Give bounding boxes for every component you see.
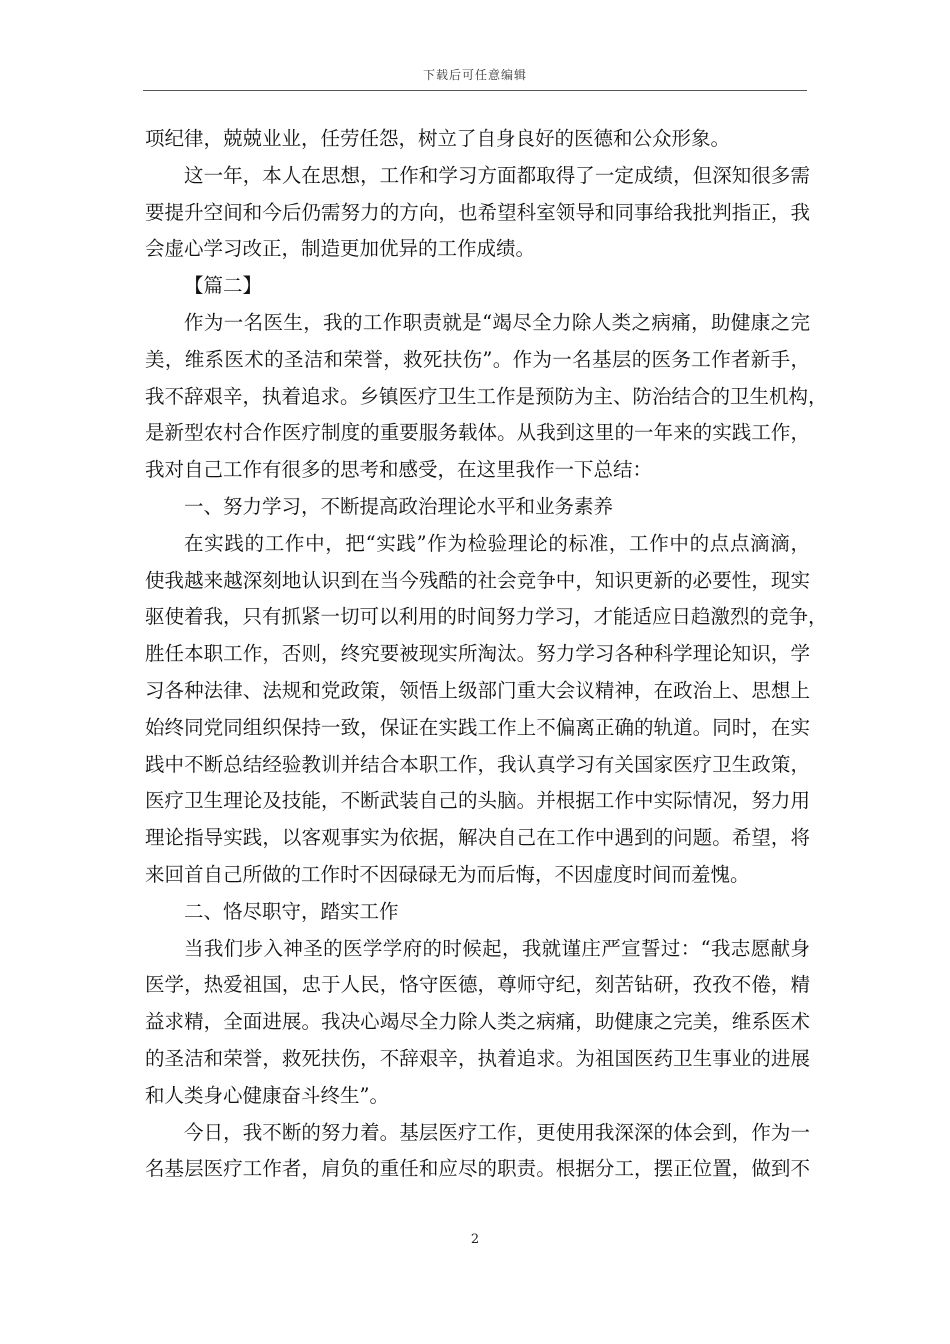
paragraph-line: 始终同党同组织保持一致，保证在实践工作上不偏离正确的轨道。同时，在实 (145, 715, 810, 739)
paragraph-line: 这一年，本人在思想，工作和学习方面都取得了一定成绩，但深知很多需 (184, 163, 810, 187)
paragraph-line: 医学，热爱祖国，忠于人民，恪守医德，尊师守纪，刻苦钻研，孜孜不倦，精 (145, 973, 810, 997)
paragraph-line: 是新型农村合作医疗制度的重要服务载体。从我到这里的一年来的实践工作， (145, 421, 810, 445)
paragraph-line: 要提升空间和今后仍需努力的方向，也希望科室领导和同事给我批判指正，我 (145, 200, 810, 224)
page-number: 2 (470, 1232, 480, 1247)
section-heading: 【篇二】 (184, 274, 263, 298)
paragraph-line: 驱使着我，只有抓紧一切可以利用的时间努力学习，才能适应日趋激烈的竞争， (145, 605, 828, 629)
paragraph-line: 使我越来越深刻地认识到在当今残酷的社会竞争中，知识更新的必要性，现实 (145, 568, 810, 592)
paragraph-line: 当我们步入神圣的医学学府的时候起，我就谨庄严宣誓过：“我志愿献身 (184, 936, 810, 960)
paragraph-line: 名基层医疗工作者，肩负的重任和应尽的职责。根据分工，摆正位置，做到不 (145, 1157, 810, 1181)
paragraph-line: 胜任本职工作，否则，终究要被现实所淘汰。努力学习各种科学理论知识，学 (145, 642, 810, 666)
paragraph-line: 我不辞艰辛，执着追求。乡镇医疗卫生工作是预防为主、防治结合的卫生机构， (145, 384, 828, 408)
paragraph-line: 益求精，全面进展。我决心竭尽全力除人类之病痛，助健康之完美，维系医术 (145, 1010, 810, 1034)
paragraph-line: 践中不断总结经验教训并结合本职工作，我认真学习有关国家医疗卫生政策， (145, 752, 810, 776)
paragraph-line: 的圣洁和荣誉，救死扶伤，不辞艰辛，执着追求。为祖国医药卫生事业的进展 (145, 1046, 810, 1070)
section-heading: 二、恪尽职守，踏实工作 (184, 899, 399, 923)
paragraph-line: 会虚心学习改正，制造更加优异的工作成绩。 (145, 237, 536, 261)
paragraph-line: 作为一名医生，我的工作职责就是“竭尽全力除人类之病痛，助健康之完 (184, 310, 810, 334)
paragraph-line: 今日，我不断的努力着。基层医疗工作，更使用我深深的体会到，作为一 (184, 1120, 810, 1144)
paragraph-line: 项纪律，兢兢业业，任劳任怨，树立了自身良好的医德和公众形象。 (145, 127, 731, 150)
paragraph-line: 理论指导实践，以客观事实为依据，解决自己在工作中遇到的问题。希望，将 (145, 826, 810, 850)
paragraph-line: 在实践的工作中，把“实践”作为检验理论的标准，工作中的点点滴滴， (184, 531, 810, 555)
page-header: 下载后可任意编辑 (422, 68, 527, 82)
document-body (145, 121, 828, 1188)
paragraph-line: 美，维系医术的圣洁和荣誉，救死扶伤”。作为一名基层的医务工作者新手， (145, 347, 810, 371)
paragraph-line: 我对自己工作有很多的思考和感受，在这里我作一下总结： (145, 458, 653, 482)
paragraph-line: 习各种法律、法规和党政策，领悟上级部门重大会议精神，在政治上、思想上 (145, 678, 810, 702)
header-divider (143, 90, 807, 91)
section-heading: 一、努力学习，不断提高政治理论水平和业务素养 (184, 494, 614, 518)
paragraph-line: 和人类身心健康奋斗终生”。 (145, 1083, 389, 1107)
paragraph-line: 来回首自己所做的工作时不因碌碌无为而后悔，不因虚度时间而羞愧。 (145, 862, 750, 886)
paragraph-line: 医疗卫生理论及技能，不断武装自己的头脑。并根据工作中实际情况，努力用 (145, 789, 810, 813)
